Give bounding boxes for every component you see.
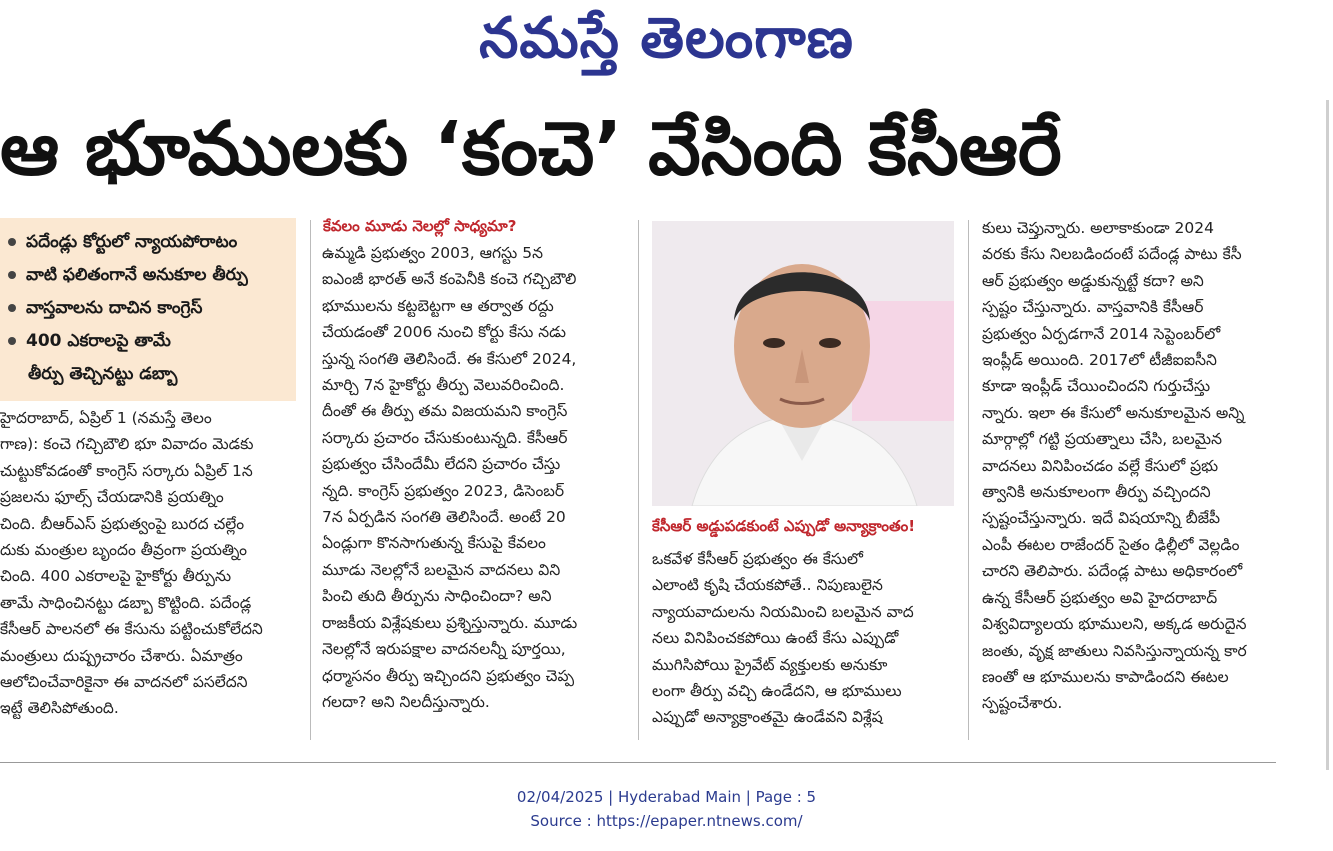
text-line: హైదరాబాద్, ఏప్రిల్ 1 (నమస్తే తెలం	[0, 409, 212, 427]
text-line: ఐఎంజీ భారత్ అనే కంపెనీకి కంచె గచ్చిబౌలి	[322, 270, 577, 289]
page-edge	[1326, 100, 1329, 770]
text-line: రాజకీయ విశ్లేషకులు ప్రశ్నిస్తున్నారు. మూడు	[322, 613, 578, 632]
text-line: భూములను కట్టబెట్టగా ఆ తర్వాత రద్దు	[322, 296, 554, 315]
text-line: వరకు కేసు నిలబడిందంటే పదేండ్ల పాటు కేసీ	[982, 245, 1242, 264]
bullet-icon	[8, 271, 16, 279]
highlight-item	[8, 325, 296, 358]
bullet-icon	[8, 238, 16, 246]
text-line: స్పష్టంచేశారు.	[982, 694, 1063, 713]
text-line: నెలల్లోనే ఇరుపక్షాల వాదనలన్నీ పూర్తయి,	[322, 640, 566, 659]
text-line: జంతు, వృక్ష జాతులు నివసిస్తున్నాయన్న కార	[982, 641, 1247, 660]
text-line: ధర్మాసనం తీర్పు ఇచ్చిందని ప్రభుత్వం చెప్ప	[322, 666, 575, 685]
article-column-4	[982, 215, 1284, 745]
masthead-title: నమస్తే తెలంగాణ	[479, 6, 854, 71]
text-line: ఇట్టే తెలిసిపోతుంది.	[0, 699, 119, 718]
article-column-2	[322, 240, 624, 740]
text-line: ముగిసిపోయి ప్రైవేట్ వ్యక్తులకు అనుకూ	[652, 655, 888, 674]
bullet-icon	[8, 304, 16, 312]
text-line: మార్గాల్లో గట్టి ప్రయత్నాలు చేసి, బలమైన	[982, 430, 1222, 449]
text-line: స్పష్టం చేస్తున్నారు. వాస్తవానికి కేసీఆర్	[982, 298, 1204, 317]
text-line: మార్చి 7న హైకోర్టు తీర్పు వెలువరించింది.	[322, 376, 565, 395]
article-column-1	[0, 405, 297, 745]
subheading-1: కేవలం మూడు నెలల్లో సాధ్యమా?	[323, 217, 517, 235]
text-line: మంత్రులు దుష్ప్రచారం చేశారు. ఏమాత్రం	[0, 646, 243, 665]
text-line: స్పష్టంచేస్తున్నారు. ఇదే విషయాన్ని బీజేపీ	[982, 509, 1221, 528]
text-line: చేయడంతో 2006 నుంచి కోర్టు కేసు నడు	[322, 323, 566, 342]
text-line: దుకు మంత్రుల బృందం తీవ్రంగా ప్రయత్నిం	[0, 541, 248, 560]
highlight-item	[8, 358, 296, 391]
text-line: ప్రజలను ఫూల్స్ చేయడానికి ప్రయత్నిం	[0, 488, 224, 507]
text-line: కులు చెప్తున్నారు. అలాకాకుండా 2024	[982, 219, 1214, 237]
highlights-box	[0, 218, 296, 401]
text-line: గాణ): కంచె గచ్చిబౌలి భూ వివాదం మెడకు	[0, 435, 254, 454]
text-line: ప్రభుత్వం ఏర్పడగానే 2014 సెప్టెంబర్‌లో	[982, 324, 1221, 343]
column-divider	[968, 220, 969, 740]
text-line: స్తున్న సంగతి తెలిసిందే. ఈ కేసులో 2024,	[322, 349, 577, 368]
text-line: తామే సాధించినట్టు డబ్బా కొట్టింది. పదేండ్ల	[0, 593, 252, 612]
text-line: న్నది. కాంగ్రెస్ ప్రభుత్వం 2023, డిసెంబర్	[322, 481, 565, 500]
highlight-item	[8, 292, 296, 325]
article-column-3	[652, 546, 956, 746]
footer-source: Source : https://epaper.ntnews.com/	[530, 812, 803, 830]
text-line: కూడా ఇంప్లీడ్ చేయించిందని గుర్తుచేస్తు	[982, 377, 1211, 396]
kcr-photo	[652, 221, 954, 506]
text-line: సర్కారు ప్రచారం చేసుకుంటున్నది. కేసీఆర్	[322, 428, 568, 447]
highlight-item	[8, 259, 296, 292]
text-line: ఉమ్మడి ప్రభుత్వం 2003, ఆగస్టు 5న	[322, 244, 543, 262]
bullet-icon	[8, 337, 16, 345]
headline: ఆ భూములకు ‘కంచె’ వేసింది కేసీఆరే	[0, 106, 1062, 192]
text-line: ఎలాంటి కృషి చేయకపోతే.. నిపుణులైన	[652, 576, 883, 595]
portrait-image	[652, 221, 954, 506]
column-divider	[638, 220, 639, 740]
text-line: విశ్వవిద్యాలయ భూములని, అక్కడ అరుదైన	[982, 615, 1247, 634]
footer-dateline: 02/04/2025 | Hyderabad Main | Page : 5	[516, 788, 817, 806]
text-line: ఇంప్లీడ్ అయింది. 2017లో టీజీఐఐసీని	[982, 351, 1217, 370]
text-line: ప్రభుత్వం చేసిందేమీ లేదని ప్రచారం చేస్తు	[322, 455, 561, 474]
text-line: ఎంపీ ఈటల రాజేందర్ సైతం ఢిల్లీలో వెల్లడిం	[982, 535, 1240, 554]
text-line: చారని తెలిపారు. పదేండ్ల పాటు అధికారంలో	[982, 562, 1243, 581]
highlight-text: 400 ఎకరాలపై తామే	[26, 331, 171, 351]
text-line: కేసీఆర్ పాలనలో ఈ కేసును పట్టించుకోలేదని	[0, 620, 263, 639]
text-line: ఒకవేళ కేసీఆర్ ప్రభుత్వం ఈ కేసులో	[652, 550, 863, 568]
highlight-text: పదేండ్లు కోర్టులో న్యాయపోరాటం	[26, 232, 238, 252]
text-line: త్వానికి అనుకూలంగా తీర్పు వచ్చిందని	[982, 483, 1211, 502]
text-line: నలు వినిపించకపోయి ఉంటే కేసు ఎప్పుడో	[652, 629, 899, 648]
text-line: పించి తుది తీర్పును సాధించిందా? అని	[322, 587, 552, 606]
text-line: లంగా తీర్పు వచ్చి ఉండేదని, ఆ భూములు	[652, 682, 902, 701]
text-line: ణంతో ఆ భూములను కాపాడిందని ఈటల	[982, 667, 1229, 686]
text-line: దీంతో ఈ తీర్పు తమ విజయమని కాంగ్రెస్	[322, 402, 568, 421]
text-line: న్నారు. ఇలా ఈ కేసులో అనుకూలమైన అన్ని	[982, 403, 1245, 422]
column-divider	[310, 220, 311, 740]
text-line: చింది. బీఆర్‌ఎస్ ప్రభుత్వంపై బురద చల్లేం	[0, 514, 245, 533]
highlight-text: వాటి ఫలితంగానే అనుకూల తీర్పు	[26, 265, 248, 285]
footer-rule	[0, 762, 1276, 763]
text-line: చింది. 400 ఎకరాలపై హైకోర్టు తీర్పును	[0, 567, 232, 586]
text-line: ఉన్న కేసీఆర్ ప్రభుత్వం అవి హైదరాబాద్	[982, 588, 1218, 607]
text-line: ఎప్పుడో అన్యాక్రాంతమై ఉండేవని విశ్లేష	[652, 708, 883, 727]
text-line: ఆలోచించేవారికైనా ఈ వాదనలో పసలేదని	[0, 673, 248, 692]
text-line: మూడు నెలల్లోనే బలమైన వాదనలు విని	[322, 560, 561, 579]
subheading-2: కేసీఆర్ అడ్డుపడకుంటే ఎప్పుడో అన్యాక్రాంతం!	[652, 517, 916, 535]
text-line: న్యాయవాదులను నియమించి బలమైన వాద	[652, 602, 914, 621]
text-line: వాదనలు వినిపించడం వల్లే కేసులో ప్రభు	[982, 456, 1219, 475]
text-line: 7న ఏర్పడిన సంగతి తెలిసిందే. అంటే 20	[322, 508, 566, 527]
highlight-text: వాస్తవాలను దాచిన కాంగ్రెస్	[26, 298, 203, 318]
highlight-item	[8, 226, 296, 259]
text-line: గలదా? అని నిలదీస్తున్నారు.	[322, 692, 490, 711]
text-line: ఆర్ ప్రభుత్వం అడ్డుకున్నట్టే కదా? అని	[982, 271, 1204, 290]
highlight-text: తీర్పు తెచ్చినట్టు డబ్బా	[28, 364, 178, 384]
text-line: చుట్టుకోవడంతో కాంగ్రెస్ సర్కారు ఏప్రిల్ 1న	[0, 461, 253, 480]
text-line: ఏండ్లుగా కొనసాగుతున్న కేసుపై కేవలం	[322, 534, 546, 553]
